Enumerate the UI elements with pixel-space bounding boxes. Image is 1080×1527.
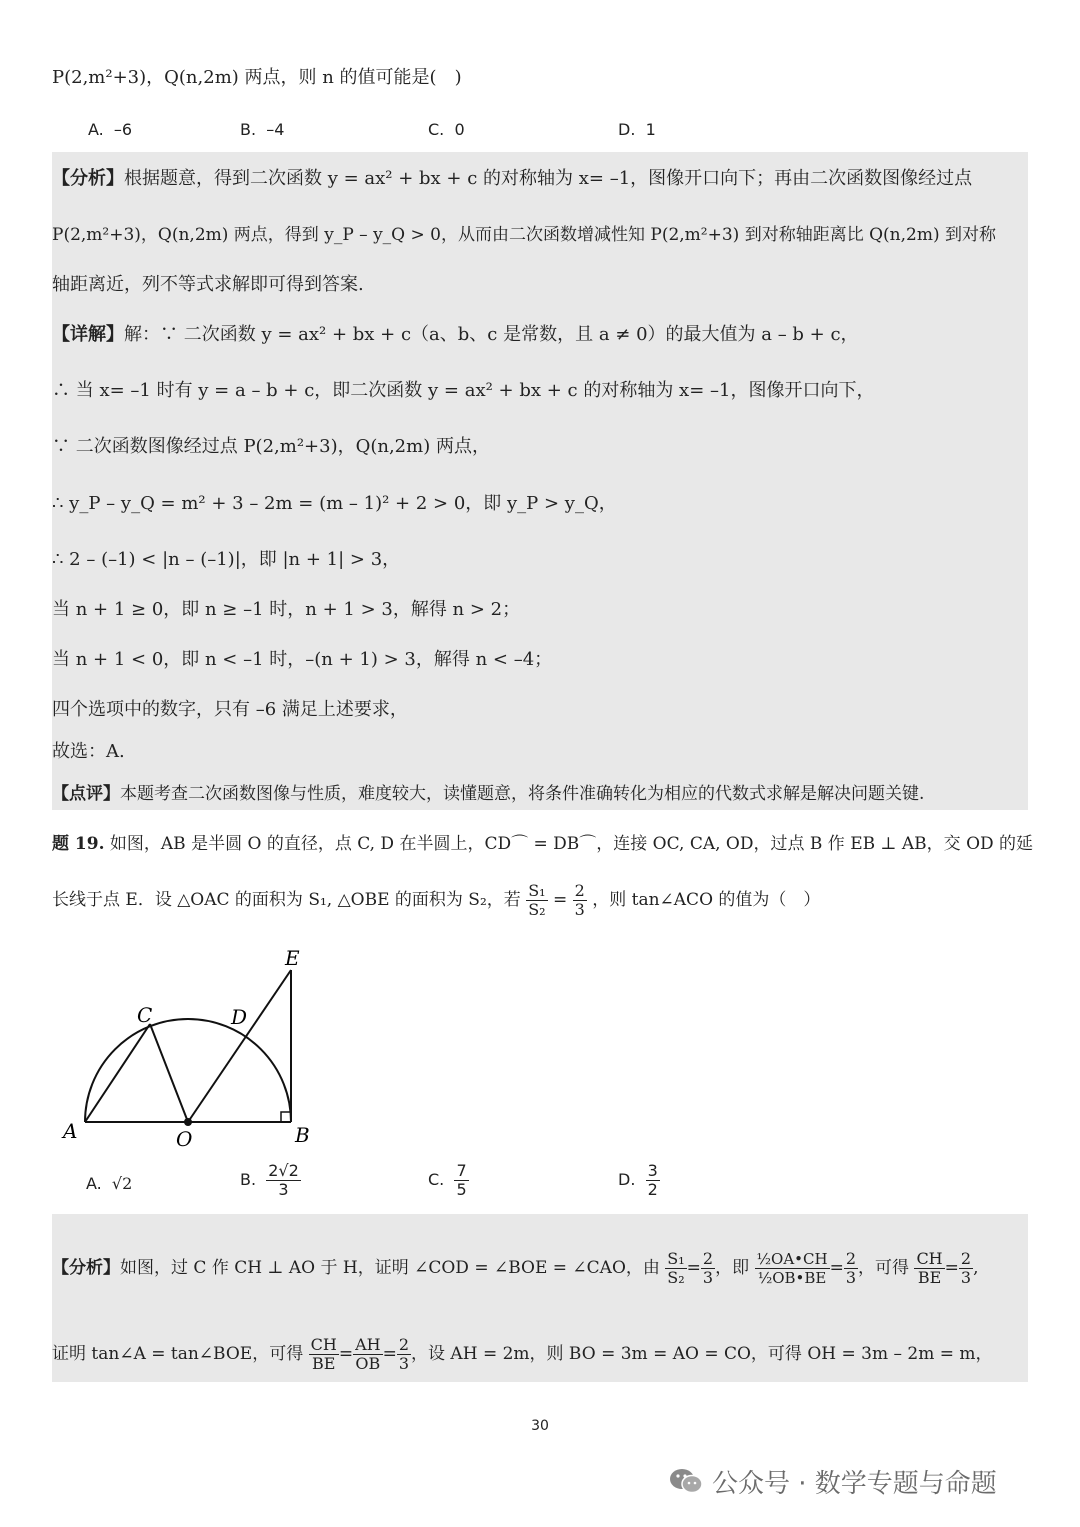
q18-analysis-line-2: P(2,m²+3)，Q(n,2m) 两点，得到 y_P – y_Q > 0，从而由二次函数增减性知 P(2,m²+3) 到对称轴距离比 Q(n,2m) 到对称 — [52, 225, 996, 245]
q19-stem-line-2: 长线于点 E．设 △OAC 的面积为 S₁, △OBE 的面积为 S₂，若 $\frac{\text{S₁}}{\text{S₂}}$ = $\frac{2}{3}$ ，则 tan∠ACO 的值为（ ） — [52, 881, 821, 919]
center-point-o — [184, 1118, 192, 1126]
q18-detail-line-2: ∴ 当 x= –1 时有 y = a – b + c，即二次函数 y = ax² + bx + c 的对称轴为 x= –1，图像开口向下， — [52, 380, 875, 401]
q18-detail-line-9: 故选：A. — [52, 741, 125, 762]
q18-detail-line-8: 四个选项中的数字，只有 –6 满足上述要求， — [52, 699, 408, 720]
right-angle-mark — [281, 1112, 291, 1122]
q19-geometry-figure — [55, 940, 345, 1155]
label-c: C — [137, 1003, 153, 1027]
semicircle-arc — [85, 1019, 291, 1122]
label-b: B — [295, 1123, 310, 1147]
q19-option-a: A. √2 — [86, 1174, 133, 1193]
q18-option-a: A. –6 — [88, 120, 133, 139]
q18-detail-line-1: 【详解】解：∵ 二次函数 y = ax² + bx + c（a、b、c 是常数，且 a ≠ 0）的最大值为 a – b + c， — [52, 324, 859, 345]
q19-stem-line-1: 题 19. 如图，AB 是半圆 O 的直径，点 C, D 在半圆上，CD⌒ = DB⌒，连接 OC, CA, OD，过点 B 作 EB ⊥ AB，交 OD 的延 — [52, 834, 1034, 854]
page-number: 30 — [531, 1418, 549, 1434]
q18-detail-line-6: 当 n + 1 ≥ 0，即 n ≥ –1 时，n + 1 > 3，解得 n > 2； — [52, 599, 521, 620]
q19-option-d: D. $\frac{3}{2}$ — [618, 1161, 658, 1199]
q19-option-b: B. $\frac{2√2}{3}$ — [240, 1161, 299, 1199]
q18-detail-line-3: ∵ 二次函数图像经过点 P(2,m²+3)，Q(n,2m) 两点， — [52, 436, 490, 457]
wechat-watermark: 公众号 · 数学专题与命题 — [668, 1463, 997, 1503]
q18-stem-tail: P(2,m²+3)，Q(n,2m) 两点，则 n 的值可能是( ) — [52, 67, 462, 88]
label-o: O — [176, 1127, 193, 1151]
q18-comment: 【点评】本题考查二次函数图像与性质，难度较大，读懂题意，将条件准确转化为相应的代数式求解是解决问题关键. — [52, 784, 925, 804]
segment-co — [150, 1024, 188, 1122]
label-a: A — [63, 1119, 78, 1143]
label-d: D — [231, 1005, 248, 1029]
q18-detail-line-5: ∴ 2 – (–1) < |n – (–1)|，即 |n + 1| > 3， — [52, 549, 401, 570]
q18-detail-line-7: 当 n + 1 < 0，即 n < –1 时，–(n + 1) > 3，解得 n < –4； — [52, 649, 553, 670]
q19-analysis-line-2: 证明 tan∠A = tan∠BOE，可得 $\frac{CH}{BE}$ = $\frac{AH}{OB}$ = $\frac{2}{3}$ ，设 AH = 2m，则 BO = 3m = AO = CO，可得 OH = 3m – 2m = m， — [52, 1335, 993, 1373]
wechat-icon — [668, 1466, 704, 1503]
q19-analysis-line-1: 【分析】如图，过 C 作 CH ⊥ AO 于 H，证明 ∠COD = ∠BOE = ∠CAO，由 $\frac{\text{S₁}}{\text{S₂}}$ = $\frac{2}{3}$ ，即 $\frac{\text{½OA•CH}}{\text{½OB•BE}}$ = $\frac{2}{3}$ ，可得 $\frac{CH}{BE}$ = $\frac{2}{3}$ , — [52, 1249, 979, 1287]
q18-detail-line-4: ∴ y_P – y_Q = m² + 3 – 2m = (m – 1)² + 2 > 0，即 y_P > y_Q， — [52, 493, 617, 514]
segment-ca — [85, 1024, 150, 1122]
q18-option-b: B. –4 — [240, 120, 285, 139]
q18-analysis-line-3: 轴距离近，列不等式求解即可得到答案. — [52, 274, 364, 295]
segment-oe — [188, 970, 291, 1122]
q18-option-d: D. 1 — [618, 120, 656, 139]
q19-option-c: C. $\frac{7}{5}$ — [428, 1161, 467, 1199]
q18-analysis-line-1: 【分析】根据题意，得到二次函数 y = ax² + bx + c 的对称轴为 x= –1，图像开口向下；再由二次函数图像经过点 — [52, 168, 973, 189]
label-e: E — [285, 946, 300, 970]
q18-option-c: C. 0 — [428, 120, 465, 139]
